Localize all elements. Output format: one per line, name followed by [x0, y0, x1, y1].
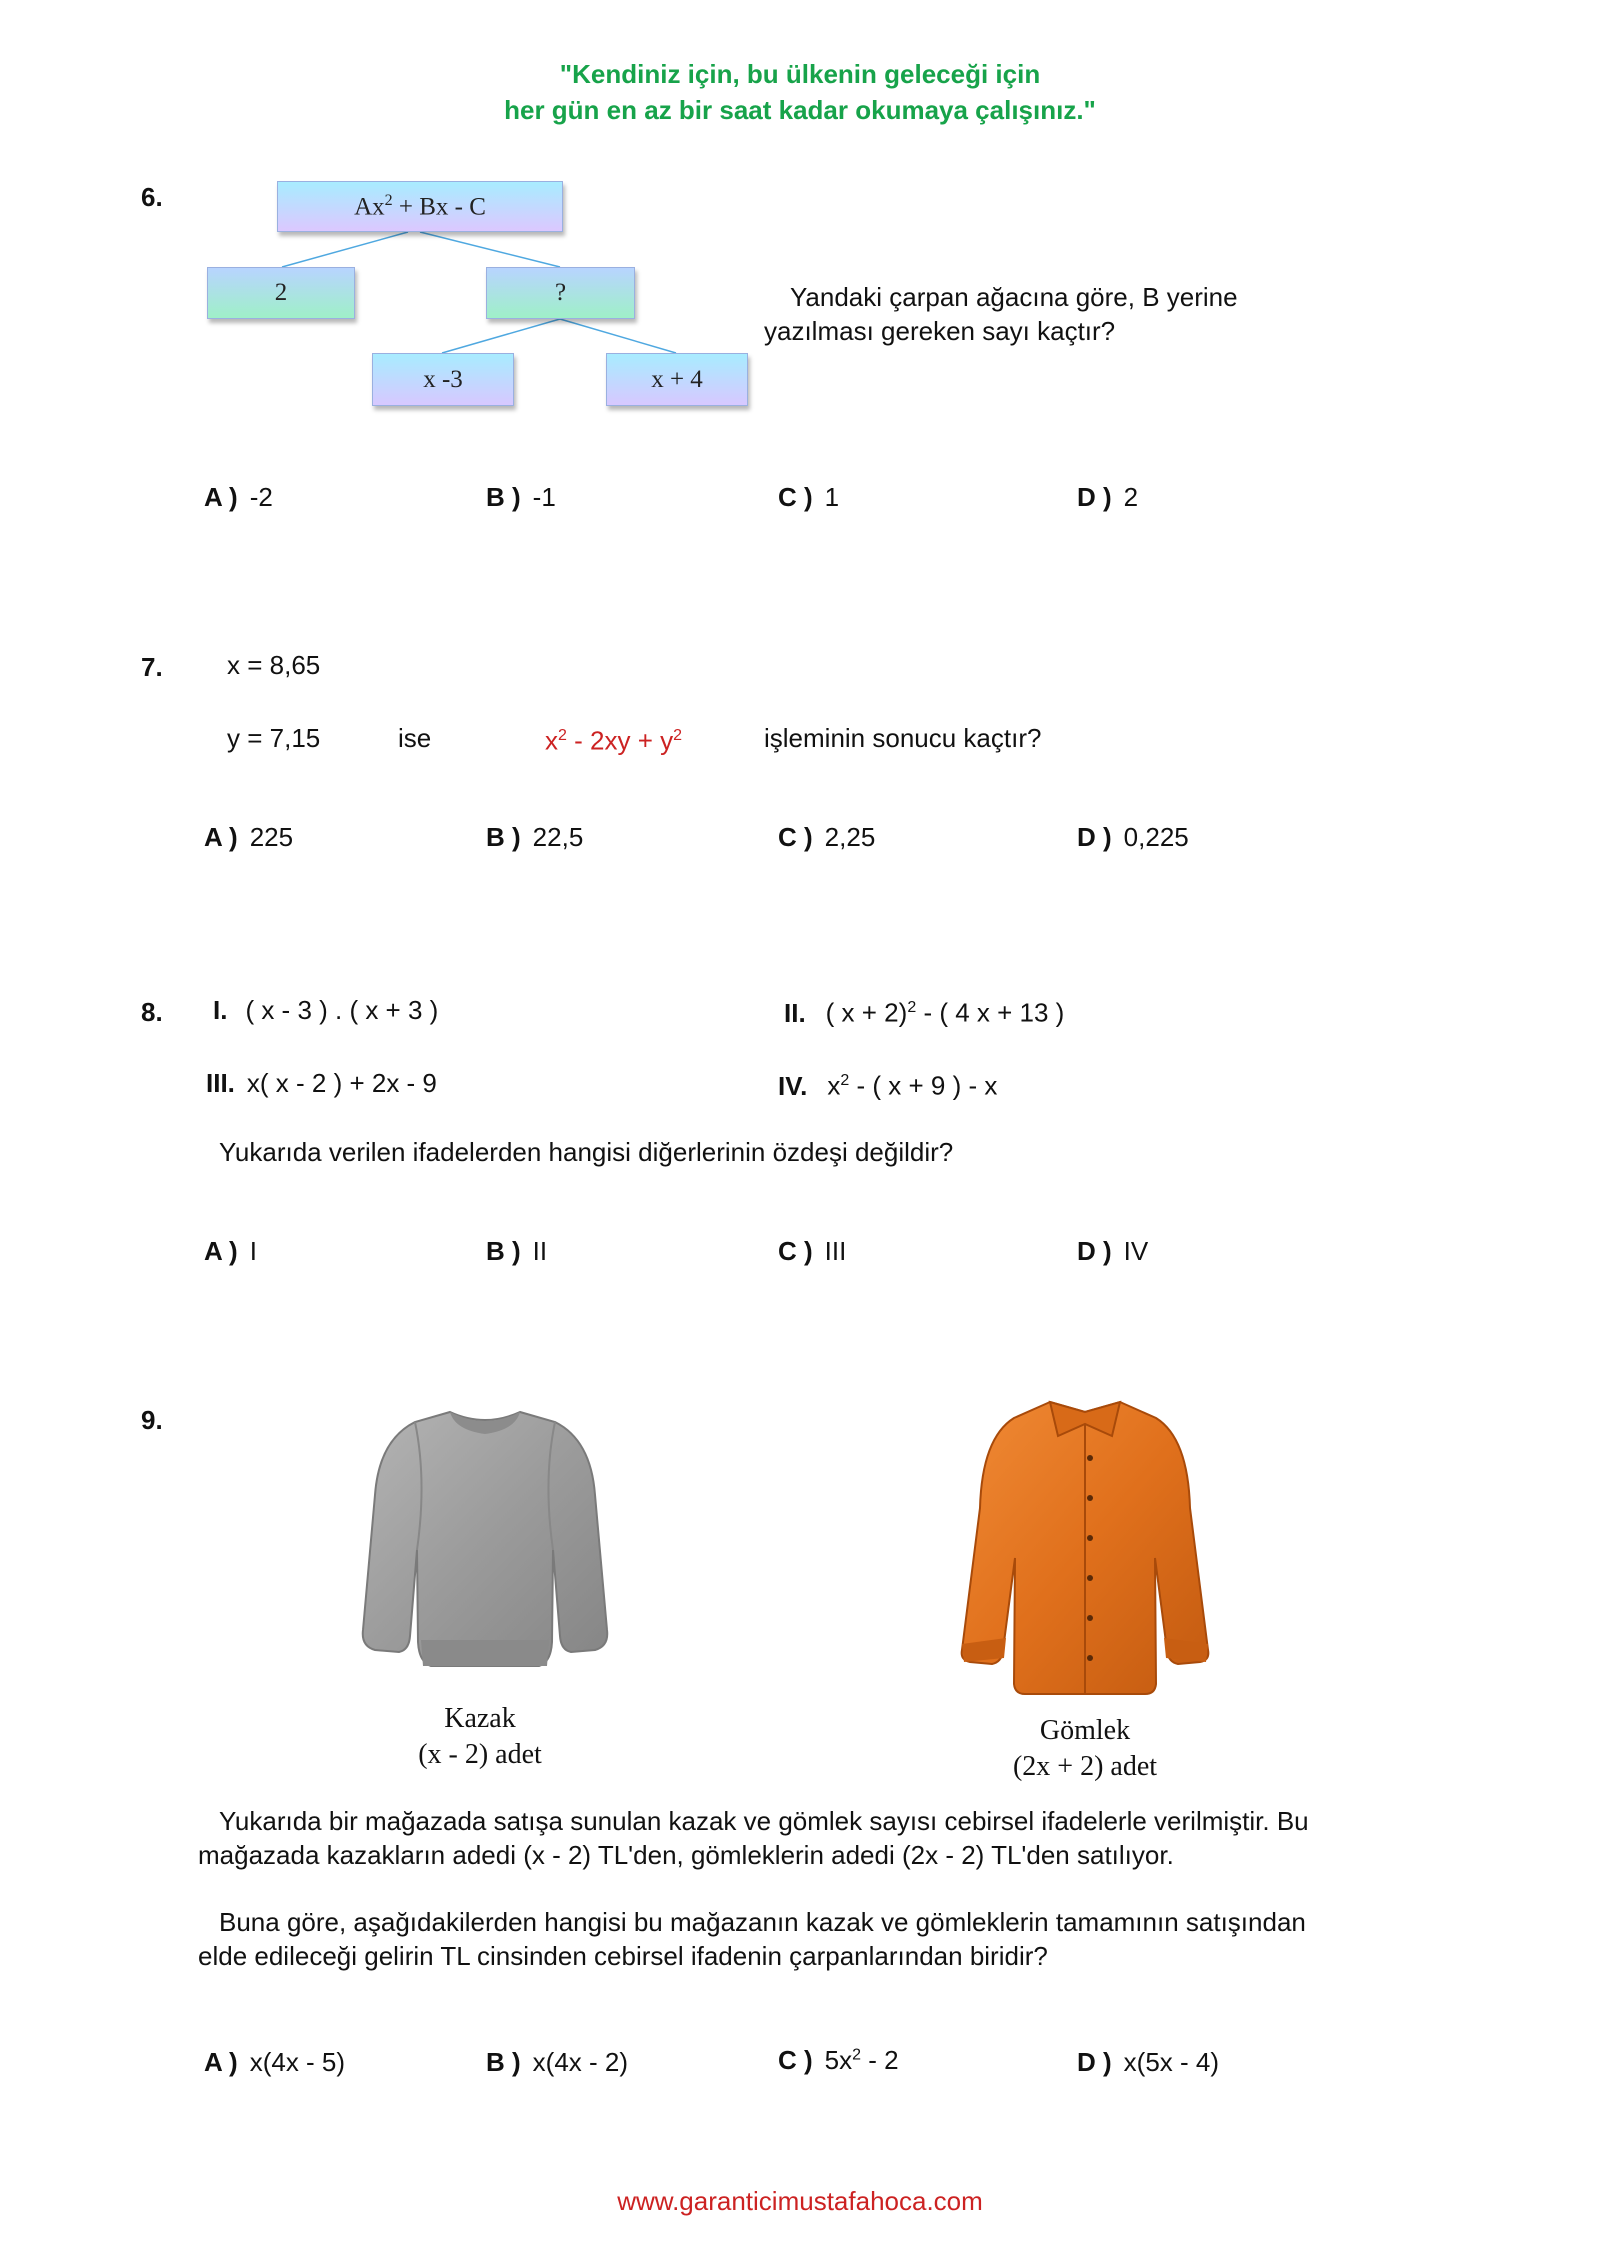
question-8-number: 8. [141, 997, 163, 1027]
q9-paragraph-1-line-1: Yukarıda bir mağazada satışa sunulan kazak ve gömlek sayısı cebirsel ifadelerle verilmiştir. Bu [219, 1806, 1309, 1836]
q6-option-a[interactable]: A ) -2 [204, 482, 273, 512]
q7-ise: ise [398, 723, 432, 753]
q6-option-c[interactable]: C ) 1 [778, 482, 840, 512]
q6-option-d[interactable]: D ) 2 [1077, 482, 1139, 512]
q6-option-b[interactable]: B ) -1 [486, 482, 556, 512]
tree-right-box: ? [486, 267, 635, 319]
q9-option-b[interactable]: B ) x(4x - 2) [486, 2047, 629, 2077]
q8-item-i: I. ( x - 3 ) . ( x + 3 ) [213, 995, 439, 1025]
q8-option-c[interactable]: C ) III [778, 1236, 847, 1266]
sweater-image [355, 1400, 615, 1690]
q9-paragraph-2-line-1: Buna göre, aşağıdakilerden hangisi bu mağazanın kazak ve gömleklerin tamamının satışından [219, 1907, 1306, 1937]
tree-left-box: 2 [207, 267, 355, 319]
question-6-text-2: yazılması gereken sayı kaçtır? [764, 316, 1116, 346]
q9-option-c[interactable]: C ) $5x^2 - 2$ [778, 2045, 899, 2075]
q8-item-iv: IV. $x^2$ - ( x + 9 ) - x [778, 1070, 998, 1101]
q7-option-a[interactable]: A ) 225 [204, 822, 294, 852]
tree-root-text: $Ax^2 + Bx - C$ [354, 191, 486, 221]
question-6-number: 6. [141, 182, 163, 212]
motto-line-2: her gün en az bir saat kadar okumaya çalışınız." [504, 95, 1096, 125]
tree-child-left-box: x -3 [372, 353, 514, 406]
shirt-image [950, 1388, 1220, 1698]
tree-root-box [277, 181, 563, 232]
q7-y-value: y = 7,15 [227, 723, 321, 753]
q7-option-c[interactable]: C ) 2,25 [778, 822, 876, 852]
q9-option-a[interactable]: A ) x(4x - 5) [204, 2047, 346, 2077]
q8-item-ii: II. ( x + 2)$^2$ - ( 4 x + 13 ) [784, 997, 1065, 1028]
q7-option-d[interactable]: D ) 0,225 [1077, 822, 1189, 852]
q8-option-a[interactable]: A ) I [204, 1236, 257, 1266]
tree-child-right-box: x + 4 [606, 353, 748, 406]
q9-paragraph-1-line-2: mağazada kazakların adedi (x - 2) TL'den, gömleklerin adedi (2x - 2) TL'den satılıyor. [198, 1840, 1174, 1870]
q8-question: Yukarıda verilen ifadelerden hangisi diğerlerinin özdeşi değildir? [219, 1137, 954, 1167]
sweater-name: Kazak [444, 1703, 516, 1734]
q7-question: işleminin sonucu kaçtır? [764, 723, 1042, 753]
q7-x-value: x = 8,65 [227, 650, 321, 680]
q7-option-b[interactable]: B ) 22,5 [486, 822, 584, 852]
shirt-count: (2x + 2) adet [1012, 1751, 1158, 1782]
question-6-text-1: Yandaki çarpan ağacına göre, B yerine [790, 282, 1238, 312]
q9-paragraph-2-line-2: elde edileceği gelirin TL cinsinden cebirsel ifadenin çarpanlarından biridir? [198, 1941, 1048, 1971]
footer-website-link[interactable]: www.garanticimustafahoca.com [617, 2186, 983, 2216]
q9-option-d[interactable]: D ) x(5x - 4) [1077, 2047, 1220, 2077]
question-9-number: 9. [141, 1405, 163, 1435]
shirt-name: Gömlek [1039, 1715, 1131, 1746]
q8-option-b[interactable]: B ) II [486, 1236, 548, 1266]
q8-option-d[interactable]: D ) IV [1077, 1236, 1149, 1266]
q8-item-iii: III. x( x - 2 ) + 2x - 9 [206, 1068, 437, 1098]
motto-line-1: "Kendiniz için, bu ülkenin geleceği için [559, 59, 1041, 89]
q7-expression: $x^2 - 2xy + y^2$ [545, 725, 683, 756]
question-7-number: 7. [141, 652, 163, 682]
sweater-count: (x - 2) adet [418, 1739, 542, 1770]
